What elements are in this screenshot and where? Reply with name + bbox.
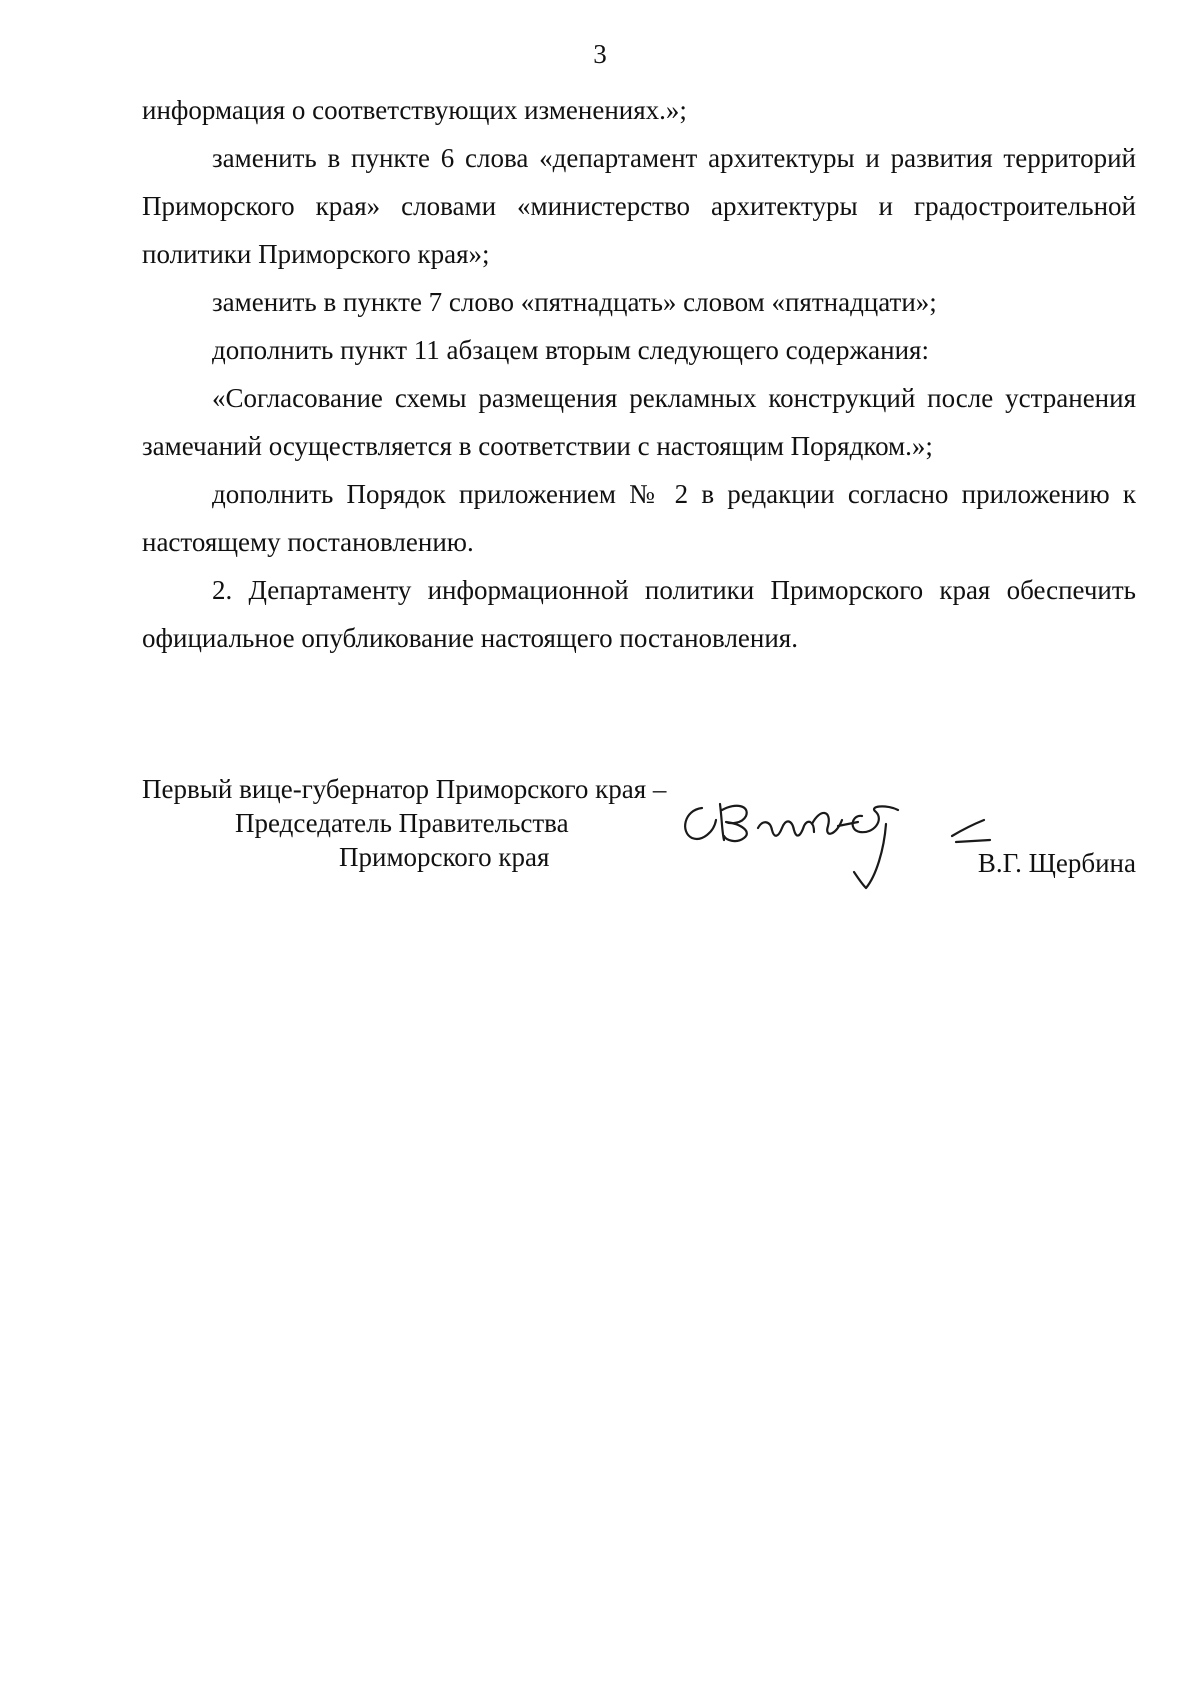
paragraph: дополнить Порядок приложением № 2 в редакции согласно приложению к настоящему постановлению. bbox=[142, 479, 1136, 557]
signer-title-line2: Председатель Правительства bbox=[235, 808, 569, 838]
paragraph: заменить в пункте 7 слово «пятнадцать» словом «пятнадцати»; bbox=[212, 287, 937, 317]
signer-name: В.Г. Щербина bbox=[977, 848, 1136, 878]
paragraph: дополнить пункт 11 абзацем вторым следующего содержания: bbox=[212, 335, 929, 365]
paragraph: «Согласование схемы размещения рекламных конструкций после устранения замечаний осуществляется в соответствии с настоящим Порядком.»; bbox=[142, 383, 1136, 461]
signer-title-line1: Первый вице-губернатор Приморского края – bbox=[142, 774, 667, 804]
paragraph: информация о соответствующих изменениях.»; bbox=[142, 95, 687, 125]
signature-block bbox=[142, 772, 1136, 912]
paragraph: 2. Департаменту информационной политики Приморского края обеспечить официальное опубликование настоящего постановления. bbox=[142, 575, 1136, 653]
handwritten-signature bbox=[662, 780, 1042, 900]
page-number: 3 bbox=[593, 39, 607, 69]
paragraph: заменить в пункте 6 слова «департамент архитектуры и развития территорий Приморского края» словами «министерство архитектуры и градостроительной политики Приморского края»; bbox=[142, 143, 1136, 269]
document-body bbox=[142, 86, 1136, 662]
signer-title-line3: Приморского края bbox=[339, 842, 550, 872]
